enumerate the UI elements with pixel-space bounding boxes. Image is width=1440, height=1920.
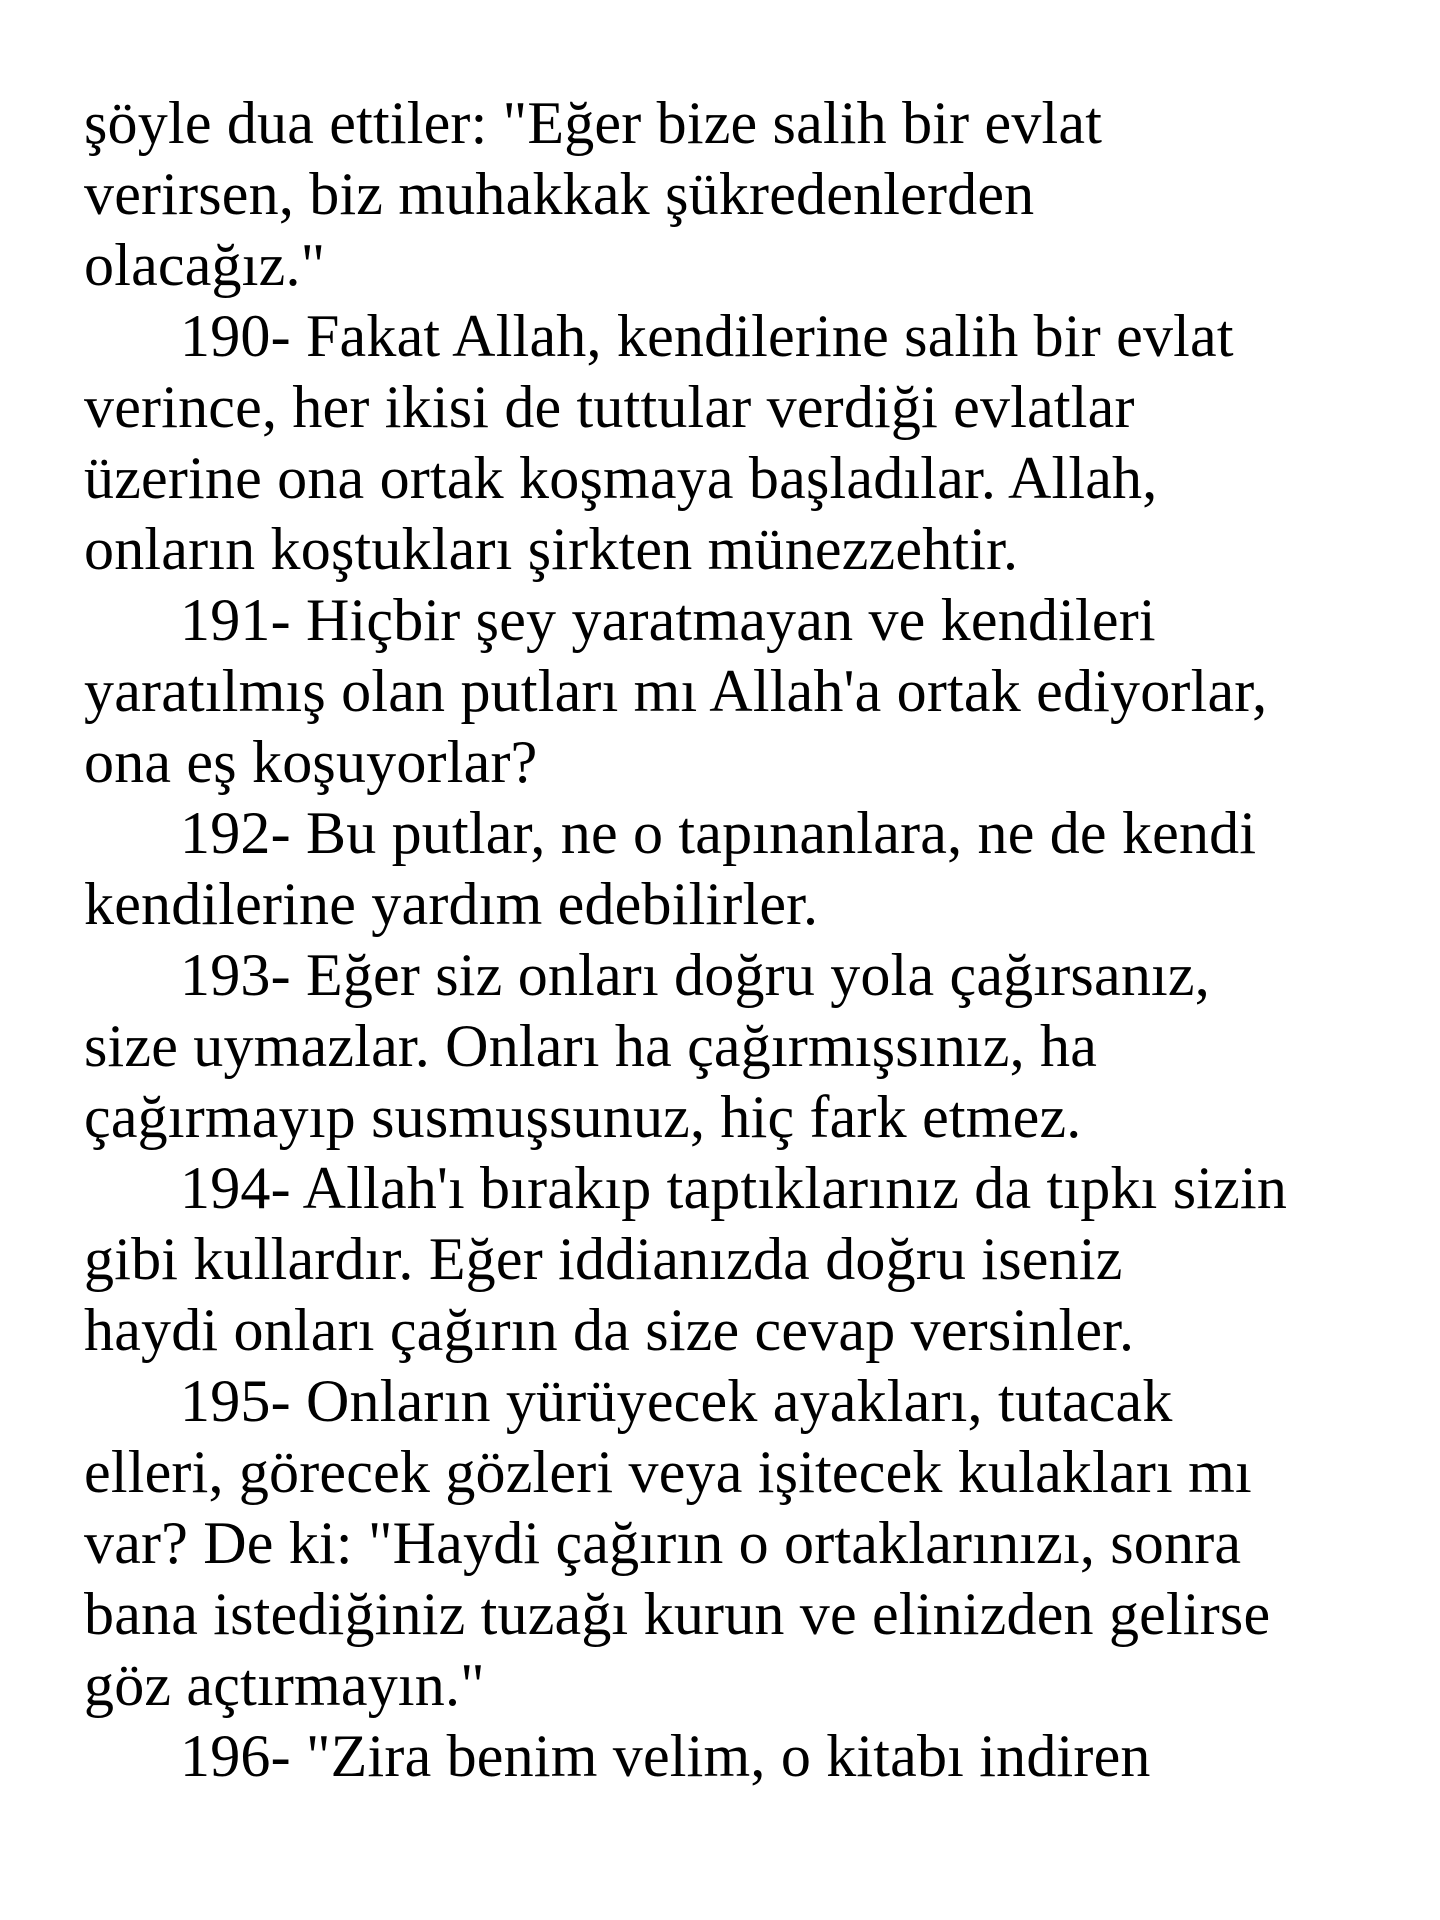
- text-line: şöyle dua ettiler: "Eğer bize salih bir evlat: [84, 90, 1103, 156]
- text-line: verirsen, biz muhakkak şükredenlerden: [84, 161, 1035, 227]
- text-line: elleri, görecek gözleri veya işitecek kulakları mı: [84, 1439, 1252, 1505]
- text-line: haydi onları çağırın da size cevap versinler.: [84, 1297, 1135, 1363]
- text-line: size uymazlar. Onları ha çağırmışsınız, ha: [84, 1013, 1098, 1079]
- text-line: yaratılmış olan putları mı Allah'a ortak ediyorlar,: [84, 658, 1268, 724]
- text-line: verince, her ikisi de tuttular verdiği evlatlar: [84, 374, 1135, 440]
- text-line: ona eş koşuyorlar?: [84, 729, 538, 795]
- text-line: çağırmayıp susmuşsunuz, hiç fark etmez.: [84, 1084, 1082, 1150]
- text-line: üzerine ona ortak koşmaya başladılar. Allah,: [84, 445, 1158, 511]
- verse-start-line: 194- Allah'ı bırakıp taptıklarınız da tıpkı sizin: [180, 1155, 1288, 1221]
- verse-start-line: 193- Eğer siz onları doğru yola çağırsanız,: [180, 942, 1210, 1008]
- text-line: göz açtırmayın.": [84, 1652, 485, 1718]
- document-page: [84, 88, 1384, 1792]
- document-body-text: [84, 88, 1384, 1792]
- text-line: kendilerine yardım edebilirler.: [84, 871, 819, 937]
- verse-start-line: 195- Onların yürüyecek ayakları, tutacak: [180, 1368, 1173, 1434]
- text-line: onların koştukları şirkten münezzehtir.: [84, 516, 1019, 582]
- verse-start-line: 191- Hiçbir şey yaratmayan ve kendileri: [180, 587, 1156, 653]
- text-line: gibi kullardır. Eğer iddianızda doğru iseniz: [84, 1226, 1123, 1292]
- verse-start-line: 196- "Zira benim velim, o kitabı indiren: [180, 1723, 1151, 1789]
- text-line: bana istediğiniz tuzağı kurun ve elinizden gelirse: [84, 1581, 1271, 1647]
- text-line: olacağız.": [84, 232, 326, 298]
- verse-start-line: 192- Bu putlar, ne o tapınanlara, ne de kendi: [180, 800, 1257, 866]
- verse-start-line: 190- Fakat Allah, kendilerine salih bir evlat: [180, 303, 1234, 369]
- text-line: var? De ki: "Haydi çağırın o ortaklarınızı, sonra: [84, 1510, 1242, 1576]
